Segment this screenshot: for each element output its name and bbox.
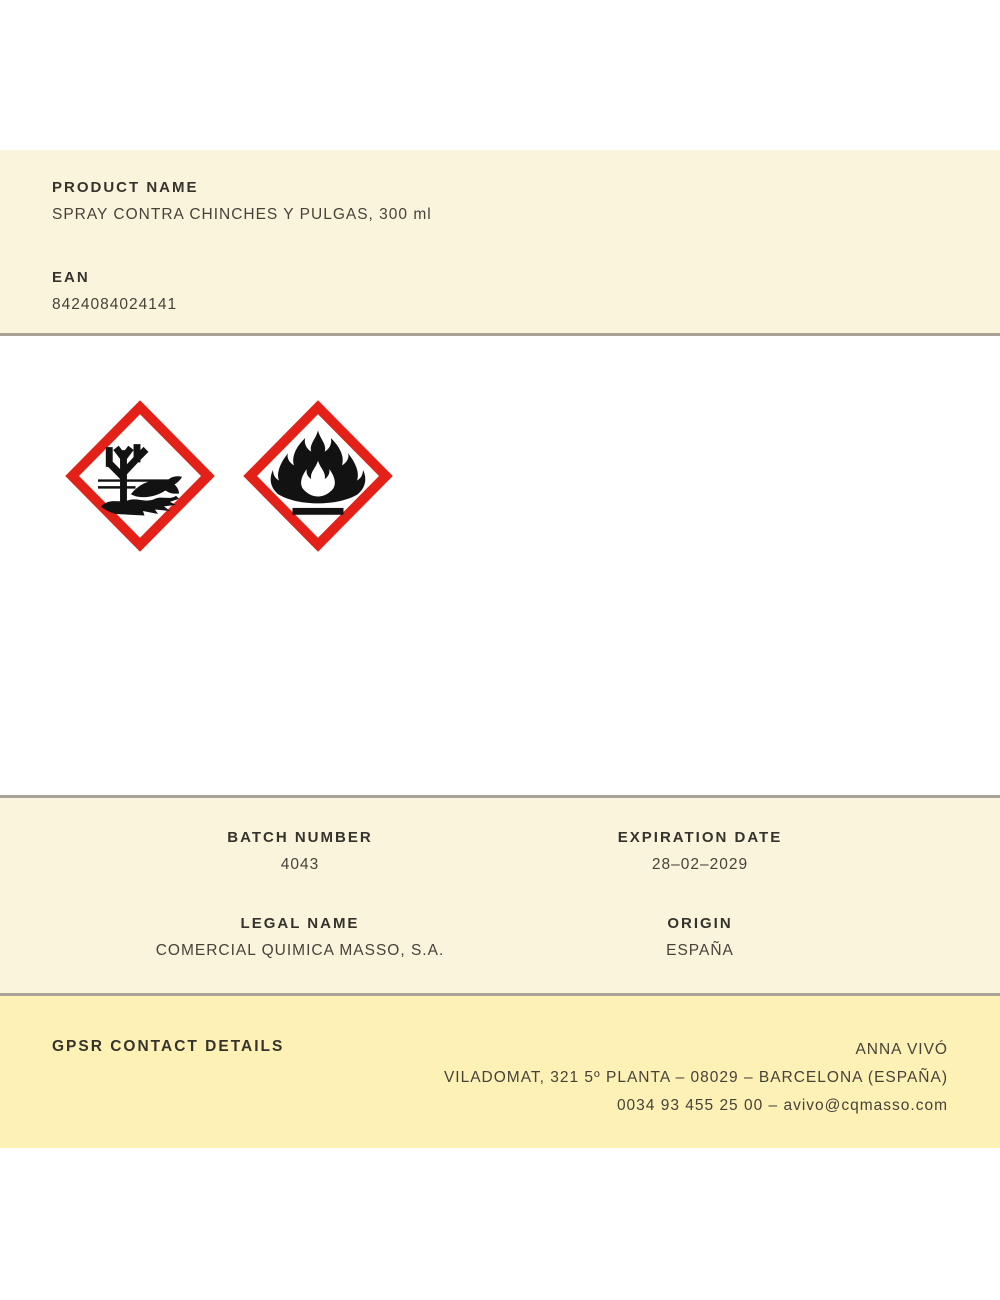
batch-number-value: 4043 [280, 856, 320, 873]
flammable-icon [243, 400, 393, 552]
origin-label: ORIGIN [667, 915, 733, 932]
contact-person: ANNA VIVÓ [855, 1041, 948, 1058]
contact-phone-email: 0034 93 455 25 00 – avivo@cqmasso.com [616, 1097, 948, 1114]
product-name-label: PRODUCT NAME [52, 179, 199, 196]
hazard-pictograms [65, 400, 393, 552]
origin-value: ESPAÑA [666, 942, 734, 959]
environmental-hazard-icon [65, 400, 215, 552]
batch-number-label: BATCH NUMBER [227, 829, 373, 846]
gpsr-contact-details [444, 1036, 948, 1120]
expiration-date-value: 28–02–2029 [651, 856, 749, 873]
details-section [0, 795, 1000, 993]
legal-name-label: LEGAL NAME [240, 915, 360, 932]
expiration-date-label: EXPIRATION DATE [617, 829, 783, 846]
product-name-value: SPRAY CONTRA CHINCHES Y PULGAS, 300 ml [52, 206, 432, 223]
gpsr-contact-section [0, 993, 1000, 1148]
contact-address: VILADOMAT, 321 5º PLANTA – 08029 – BARCELONA (ESPAÑA) [443, 1069, 948, 1086]
gpsr-contact-label: GPSR CONTACT DETAILS [52, 1038, 285, 1055]
ean-value: 8424084024141 [52, 296, 178, 313]
ean-label: EAN [52, 269, 90, 286]
product-info-section [0, 150, 1000, 336]
legal-name-value: COMERCIAL QUIMICA MASSO, S.A. [155, 942, 445, 959]
